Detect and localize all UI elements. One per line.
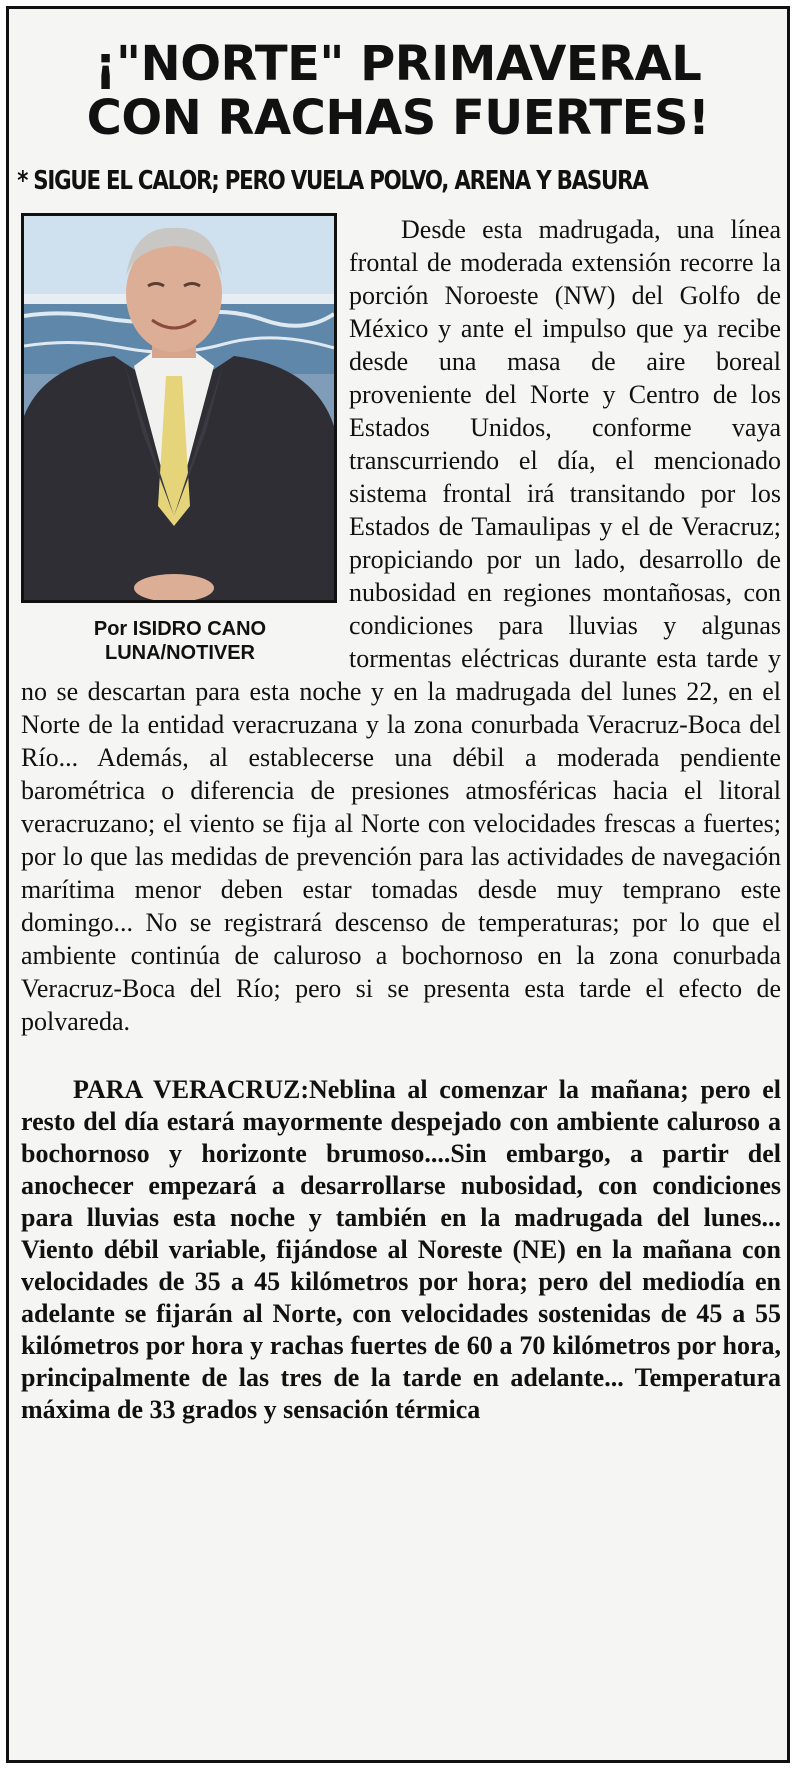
- byline-author: Por ISIDRO CANO: [93, 618, 267, 640]
- newspaper-clipping: [6, 6, 790, 1763]
- headline: [9, 37, 787, 145]
- headline-line-2: CON RACHAS FUERTES!: [86, 90, 710, 146]
- photo-column: [21, 213, 339, 665]
- subheadline: * SIGUE EL CALOR; PERO VUELA POLVO, ARENA Y BASURA: [17, 166, 648, 196]
- byline: [21, 617, 339, 665]
- article-body: [9, 213, 787, 1426]
- forecast-paragraph: PARA VERACRUZ:Neblina al comenzar la mañana; pero el resto del día estará mayormente despejado con ambiente caluroso a bochornoso y horizonte brumoso....Sin embargo, a partir del anochecer empezará a desarrollarse nubosidad, con condiciones para lluvias esta noche y también en la madrugada del lunes... Viento débil variable, fijándose al Noreste (NE) en la mañana con velocidades de 35 a 45 kilómetros por hora; pero del mediodía en adelante se fijarán al Norte, con velocidades sostenidas de 45 a 55 kilómetros por hora y rachas fuertes de 60 a 70 kilómetros por hora, principalmente de las tres de la tarde en adelante... Temperatura máxima de 33 grados y sensación térmica: [21, 1075, 781, 1424]
- byline-source: LUNA/NOTIVER: [105, 642, 255, 664]
- reporter-portrait-icon: [21, 213, 337, 603]
- headline-line-1: ¡"NORTE" PRIMAVERAL: [94, 36, 702, 92]
- article-paragraph-1: Desde esta madrugada, una línea frontal de moderada extensión recorre la porción Noroeste (NW) del Golfo de México y ante el impulso que ya recibe desde una masa de aire boreal proveniente del Norte y Centro de los Estados Unidos, conforme vaya transcurriendo el día, el mencionado sistema frontal irá transitando por los Estados de Tamaulipas y el de Veracruz; propiciando por un lado, desarrollo de nubosidad en regiones montañosas, con condiciones para lluvias y algunas tormentas eléctricas durante esta tarde y no se descartan para esta noche y en la madrugada del lunes 22, en el Norte de la entidad veracruzana y la zona conurbada Veracruz-Boca del Río... Además, al establecerse una débil a moderada pendiente barométrica o diferencia de presiones atmosféricas hacia el litoral veracruzano; el viento se fija al Norte con velocidades frescas a fuertes; por lo que las medidas de prevención para las actividades de navegación marítima menor deben estar tomadas desde muy temprano este domingo... No se registrará descenso de temperaturas; por lo que el ambiente continúa de caluroso a bochornoso en la zona conurbada Veracruz-Boca del Río; pero si se presenta esta tarde el efecto de polvareda.: [21, 215, 781, 1036]
